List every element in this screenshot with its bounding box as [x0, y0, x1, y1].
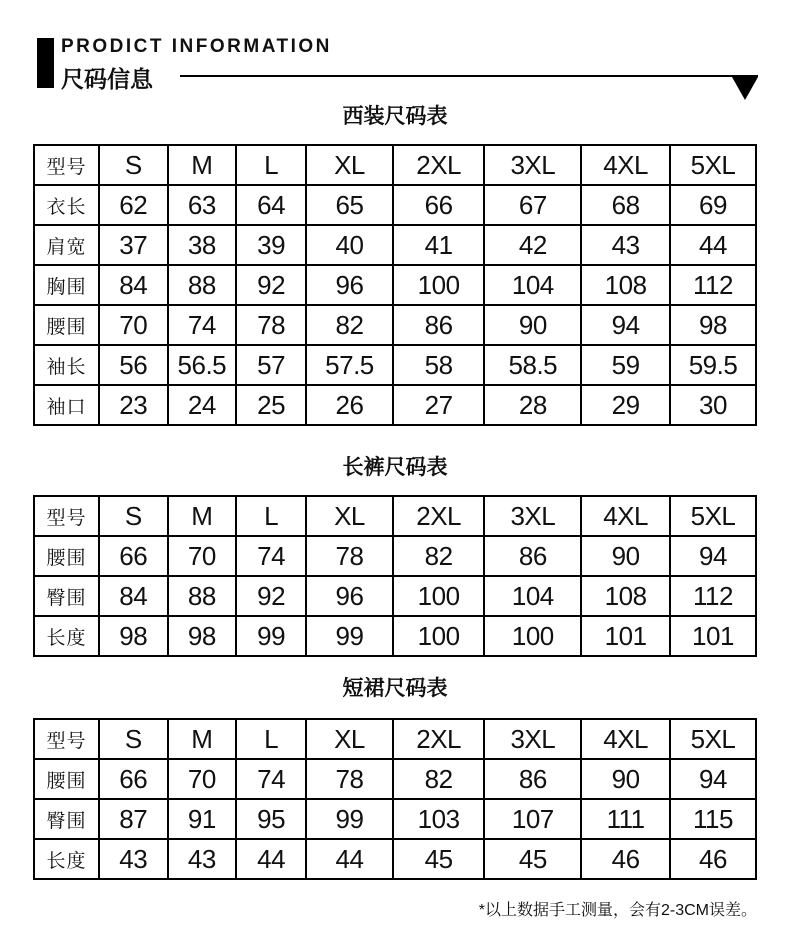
section-pants-size-chart	[0, 455, 790, 657]
suit-size-table	[33, 144, 757, 426]
size-value-cell: 66	[393, 185, 485, 225]
size-value-cell: 88	[168, 265, 237, 305]
size-value-cell: 103	[393, 799, 485, 839]
size-value-cell: 94	[581, 305, 670, 345]
table-row	[34, 345, 756, 385]
size-value-cell: 86	[484, 759, 581, 799]
size-value-cell: 42	[484, 225, 581, 265]
size-value-cell: 64	[236, 185, 306, 225]
column-header-size: S	[99, 719, 168, 759]
size-value-cell: 86	[393, 305, 485, 345]
size-value-cell: 104	[484, 576, 581, 616]
size-value-cell: 86	[484, 536, 581, 576]
header-divider-rule	[180, 75, 758, 77]
size-value-cell: 87	[99, 799, 168, 839]
size-value-cell: 66	[99, 536, 168, 576]
header-title-zh: 尺码信息	[61, 66, 153, 92]
size-value-cell: 70	[99, 305, 168, 345]
size-value-cell: 40	[306, 225, 393, 265]
column-header-size: 4XL	[581, 719, 670, 759]
size-value-cell: 23	[99, 385, 168, 425]
table-row	[34, 305, 756, 345]
size-value-cell: 96	[306, 265, 393, 305]
measurement-footnote: *以上数据手工测量，会有2-3CM误差。	[478, 902, 757, 919]
size-value-cell: 108	[581, 265, 670, 305]
column-header-size: M	[168, 496, 237, 536]
column-header-size: 2XL	[393, 496, 485, 536]
size-value-cell: 82	[306, 305, 393, 345]
table-header-row	[34, 145, 756, 185]
size-value-cell: 44	[670, 225, 756, 265]
pants-size-table	[33, 495, 757, 657]
size-value-cell: 92	[236, 576, 306, 616]
row-label: 腰围	[34, 536, 99, 576]
size-value-cell: 96	[306, 576, 393, 616]
size-value-cell: 98	[99, 616, 168, 656]
size-value-cell: 92	[236, 265, 306, 305]
size-value-cell: 67	[484, 185, 581, 225]
table-row	[34, 225, 756, 265]
size-value-cell: 62	[99, 185, 168, 225]
size-value-cell: 104	[484, 265, 581, 305]
column-header-size: 2XL	[393, 145, 485, 185]
table-row	[34, 839, 756, 879]
size-value-cell: 111	[581, 799, 670, 839]
size-value-cell: 65	[306, 185, 393, 225]
size-value-cell: 58	[393, 345, 485, 385]
row-label: 胸围	[34, 265, 99, 305]
row-label: 袖长	[34, 345, 99, 385]
size-value-cell: 84	[99, 265, 168, 305]
size-value-cell: 112	[670, 265, 756, 305]
column-header-size: 5XL	[670, 496, 756, 536]
size-value-cell: 46	[581, 839, 670, 879]
row-label: 袖口	[34, 385, 99, 425]
pants-table-title: 长裤尺码表	[342, 456, 448, 479]
row-label: 衣长	[34, 185, 99, 225]
size-value-cell: 68	[581, 185, 670, 225]
page-header	[0, 0, 790, 92]
column-header-size: XL	[306, 496, 393, 536]
column-header-size: 3XL	[484, 496, 581, 536]
table-row	[34, 385, 756, 425]
size-value-cell: 69	[670, 185, 756, 225]
size-value-cell: 45	[484, 839, 581, 879]
size-value-cell: 46	[670, 839, 756, 879]
size-value-cell: 99	[306, 799, 393, 839]
size-value-cell: 58.5	[484, 345, 581, 385]
size-value-cell: 90	[581, 536, 670, 576]
size-value-cell: 74	[236, 759, 306, 799]
column-header-size: XL	[306, 719, 393, 759]
row-label: 长度	[34, 616, 99, 656]
size-value-cell: 82	[393, 759, 485, 799]
size-value-cell: 78	[306, 536, 393, 576]
size-value-cell: 38	[168, 225, 237, 265]
size-value-cell: 37	[99, 225, 168, 265]
row-label: 长度	[34, 839, 99, 879]
column-header-size: 5XL	[670, 145, 756, 185]
size-value-cell: 90	[484, 305, 581, 345]
size-value-cell: 29	[581, 385, 670, 425]
row-label: 臀围	[34, 576, 99, 616]
column-header-size: 4XL	[581, 496, 670, 536]
size-value-cell: 43	[99, 839, 168, 879]
size-value-cell: 56	[99, 345, 168, 385]
size-value-cell: 112	[670, 576, 756, 616]
column-header-size: XL	[306, 145, 393, 185]
size-value-cell: 98	[670, 305, 756, 345]
size-value-cell: 98	[168, 616, 237, 656]
column-header-size: S	[99, 145, 168, 185]
row-label: 腰围	[34, 759, 99, 799]
table-row	[34, 265, 756, 305]
column-header-size: L	[236, 145, 306, 185]
table-row	[34, 616, 756, 656]
size-value-cell: 25	[236, 385, 306, 425]
skirt-size-table	[33, 718, 757, 880]
size-value-cell: 100	[393, 265, 485, 305]
table-row	[34, 799, 756, 839]
size-value-cell: 45	[393, 839, 485, 879]
size-value-cell: 74	[236, 536, 306, 576]
column-header-size: S	[99, 496, 168, 536]
section-skirt-size-chart	[0, 676, 790, 880]
size-value-cell: 70	[168, 536, 237, 576]
suit-table-title: 西装尺码表	[342, 105, 448, 128]
size-value-cell: 63	[168, 185, 237, 225]
size-value-cell: 74	[168, 305, 237, 345]
size-value-cell: 59.5	[670, 345, 756, 385]
size-value-cell: 56.5	[168, 345, 237, 385]
size-value-cell: 101	[670, 616, 756, 656]
size-value-cell: 99	[236, 616, 306, 656]
size-value-cell: 30	[670, 385, 756, 425]
column-header-size: 4XL	[581, 145, 670, 185]
section-suit-size-chart	[0, 104, 790, 426]
size-value-cell: 44	[236, 839, 306, 879]
size-value-cell: 99	[306, 616, 393, 656]
table-row	[34, 759, 756, 799]
size-value-cell: 100	[484, 616, 581, 656]
size-value-cell: 90	[581, 759, 670, 799]
row-label: 臀围	[34, 799, 99, 839]
size-value-cell: 100	[393, 576, 485, 616]
size-value-cell: 44	[306, 839, 393, 879]
size-value-cell: 115	[670, 799, 756, 839]
size-value-cell: 84	[99, 576, 168, 616]
table-row	[34, 185, 756, 225]
size-value-cell: 24	[168, 385, 237, 425]
size-value-cell: 100	[393, 616, 485, 656]
skirt-table-title: 短裙尺码表	[342, 677, 448, 700]
size-value-cell: 57.5	[306, 345, 393, 385]
size-value-cell: 43	[581, 225, 670, 265]
size-value-cell: 70	[168, 759, 237, 799]
column-header-size: 3XL	[484, 145, 581, 185]
column-header-model: 型号	[34, 496, 99, 536]
column-header-size: L	[236, 719, 306, 759]
column-header-size: M	[168, 719, 237, 759]
size-value-cell: 94	[670, 536, 756, 576]
size-value-cell: 41	[393, 225, 485, 265]
table-row	[34, 536, 756, 576]
table-header-row	[34, 719, 756, 759]
size-value-cell: 28	[484, 385, 581, 425]
column-header-model: 型号	[34, 145, 99, 185]
size-value-cell: 101	[581, 616, 670, 656]
header-title-en: PRODICT INFORMATION	[61, 36, 332, 57]
size-value-cell: 66	[99, 759, 168, 799]
column-header-size: 2XL	[393, 719, 485, 759]
size-value-cell: 95	[236, 799, 306, 839]
table-header-row	[34, 496, 756, 536]
column-header-size: 5XL	[670, 719, 756, 759]
size-value-cell: 94	[670, 759, 756, 799]
row-label: 腰围	[34, 305, 99, 345]
size-value-cell: 107	[484, 799, 581, 839]
size-value-cell: 88	[168, 576, 237, 616]
size-value-cell: 108	[581, 576, 670, 616]
header-accent-bar	[37, 38, 54, 88]
size-value-cell: 39	[236, 225, 306, 265]
size-value-cell: 26	[306, 385, 393, 425]
column-header-size: L	[236, 496, 306, 536]
size-value-cell: 82	[393, 536, 485, 576]
row-label: 肩宽	[34, 225, 99, 265]
column-header-model: 型号	[34, 719, 99, 759]
triangle-down-icon	[732, 77, 758, 100]
table-row	[34, 576, 756, 616]
size-value-cell: 59	[581, 345, 670, 385]
size-value-cell: 57	[236, 345, 306, 385]
column-header-size: M	[168, 145, 237, 185]
size-value-cell: 27	[393, 385, 485, 425]
size-value-cell: 91	[168, 799, 237, 839]
size-value-cell: 43	[168, 839, 237, 879]
column-header-size: 3XL	[484, 719, 581, 759]
size-value-cell: 78	[306, 759, 393, 799]
size-value-cell: 78	[236, 305, 306, 345]
